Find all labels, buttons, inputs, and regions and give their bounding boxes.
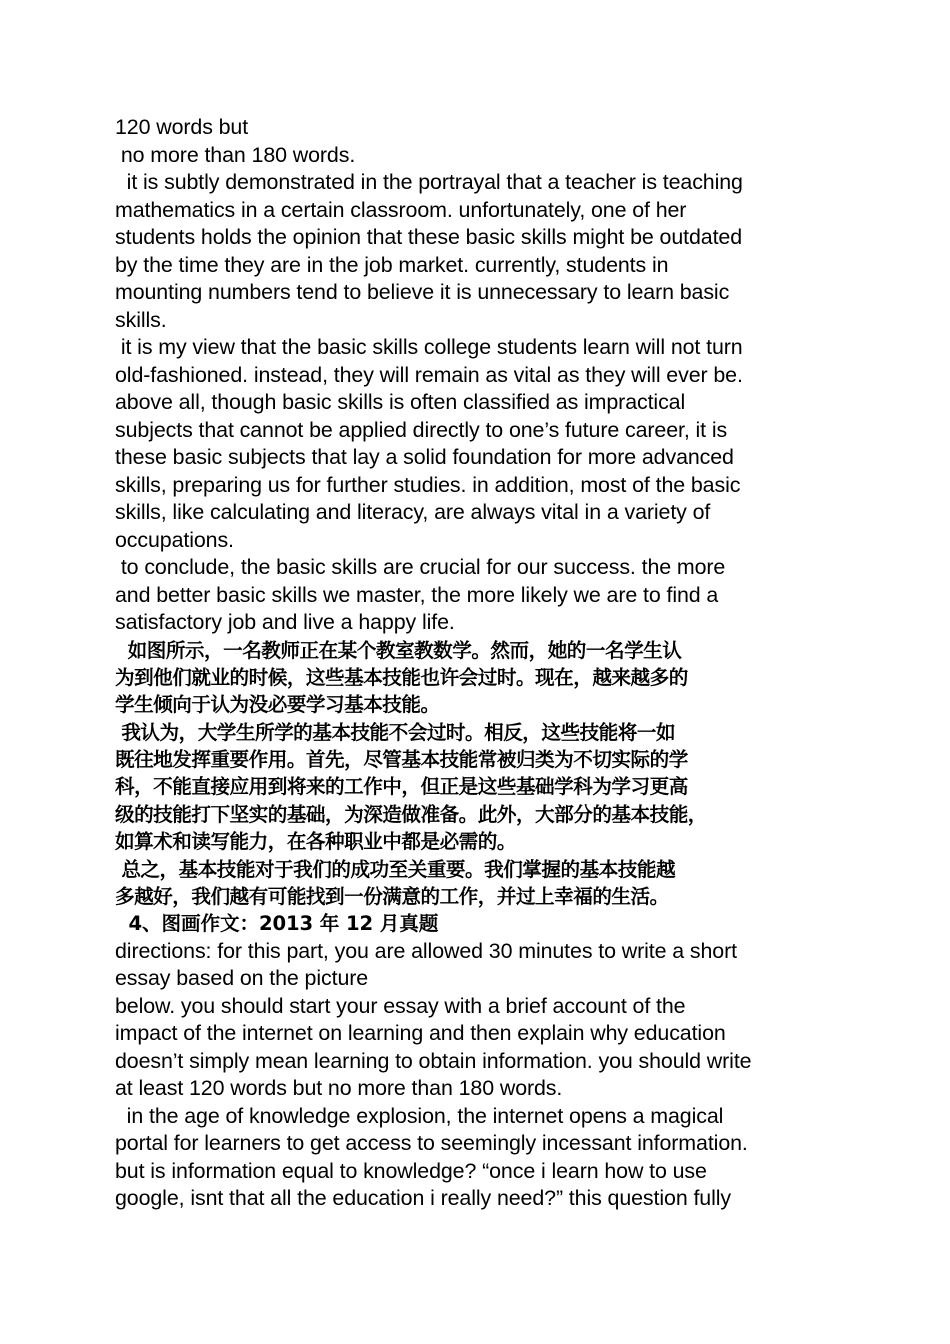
chinese-text-line: 多越好，我们越有可能找到一份满意的工作，并过上幸福的生活。 [115,885,669,909]
chinese-translation-section [115,637,855,911]
chinese-text-line: 既往地发挥重要作用。首先，尽管基本技能常被归类为不切实际的学 [115,748,688,772]
text-line: at least 120 words but no more than 180 words. [115,1076,563,1101]
text-line: students holds the opinion that these basic skills might be outdated [115,225,743,249]
text-line: it is subtly demonstrated in the portrayal that a teacher is teaching [115,170,743,194]
text-line: directions: for this part, you are allowed 30 minutes to write a short [115,938,737,963]
text-line: skills, like calculating and literacy, are always vital in a variety of [115,500,711,524]
text-line: skills. [115,307,167,332]
document-page [115,114,855,1213]
text-line: mathematics in a certain classroom. unfortunately, one of her [115,197,687,222]
chinese-text-line: 级的技能打下坚实的基础，为深造做准备。此外，大部分的基本技能， [115,802,707,826]
text-line: old-fashioned. instead, they will remain as vital as they will ever be. [115,362,743,387]
chinese-text-line: 我认为，大学生所学的基本技能不会过时。相反，这些技能将一如 [115,720,676,744]
english-directions-section [115,938,855,1213]
text-line: subjects that cannot be applied directly to one’s future career, it is [115,417,728,442]
chinese-text-line: 总之，基本技能对于我们的成功至关重要。我们掌握的基本技能越 [115,857,676,881]
text-line: to conclude, the basic skills are crucial for our success. the more [115,555,726,579]
section-heading: 4、图画作文：2013 年 12 月真题 [115,912,439,936]
text-line: in the age of knowledge explosion, the internet opens a magical [115,1103,724,1128]
text-line: essay based on the picture [115,966,369,991]
text-line: it is my view that the basic skills college students learn will not turn [115,335,743,359]
chinese-text-line: 科，不能直接应用到将来的工作中，但正是这些基础学科为学习更高 [115,775,688,799]
text-line: doesn’t simply mean learning to obtain information. you should write [115,1048,752,1073]
text-line: occupations. [115,527,234,552]
text-line: but is information equal to knowledge? “once i learn how to use [115,1158,707,1183]
text-line: satisfactory job and live a happy life. [115,610,455,634]
text-line: and better basic skills we master, the more likely we are to find a [115,582,719,607]
text-line: no more than 180 words. [115,142,356,167]
text-line: impact of the internet on learning and then explain why education [115,1021,726,1046]
text-line: above all, though basic skills is often classified as impractical [115,390,686,414]
text-line: mounting numbers tend to believe it is unnecessary to learn basic [115,280,730,304]
text-line: below. you should start your essay with a brief account of the [115,993,686,1018]
text-line: these basic subjects that lay a solid foundation for more advanced [115,445,734,469]
text-line: google, isnt that all the education i really need?” this question fully [115,1186,731,1211]
text-line: 120 words but [115,115,249,139]
text-line: by the time they are in the job market. currently, students in [115,252,669,277]
chinese-text-line: 学生倾向于认为没必要学习基本技能。 [115,693,440,717]
chinese-text-line: 如算术和读写能力，在各种职业中都是必需的。 [115,830,516,854]
english-essay-section [115,114,855,637]
text-line: portal for learners to get access to seemingly incessant information. [115,1131,748,1156]
chinese-text-line: 为到他们就业的时候，这些基本技能也许会过时。现在，越来越多的 [115,665,688,689]
text-line: skills, preparing us for further studies. in addition, most of the basic [115,472,741,497]
chinese-text-line: 如图所示，一名教师正在某个教室教数学。然而，她的一名学生认 [115,638,682,662]
